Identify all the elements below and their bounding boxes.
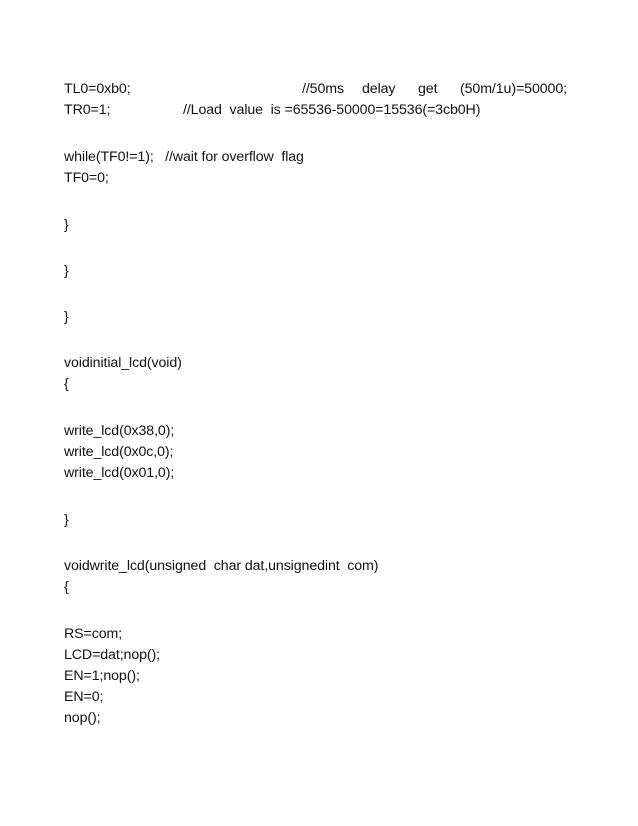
code-statement: TR0=1; (64, 102, 111, 118)
code-line-en1: EN=1;nop(); (64, 668, 140, 684)
code-statement: TL0=0xb0; (64, 81, 131, 97)
code-line-while: while(TF0!=1); //wait for overflow flag (64, 149, 304, 165)
code-comment-calc: (50m/1u)=50000; (460, 81, 567, 97)
code-line-brace-open: { (64, 579, 69, 595)
code-line-rs: RS=com; (64, 626, 123, 642)
code-line-brace-close: } (64, 217, 69, 233)
code-comment-get: get (418, 81, 438, 97)
code-line-lcd: LCD=dat;nop(); (64, 647, 160, 663)
code-line-en0: EN=0; (64, 689, 104, 705)
code-line-nop: nop(); (64, 710, 101, 726)
code-line-write-lcd-0c: write_lcd(0x0c,0); (64, 444, 174, 460)
code-line-write-lcd-01: write_lcd(0x01,0); (64, 465, 175, 481)
code-comment-50ms: //50ms (302, 81, 344, 97)
code-line-write-lcd-38: write_lcd(0x38,0); (64, 423, 175, 439)
code-comment-load: //Load value is =65536-50000=15536(=3cb0H) (183, 102, 481, 118)
code-line-tf0: TF0=0; (64, 170, 109, 186)
code-comment-delay: delay (362, 81, 396, 97)
code-line-brace-close: } (64, 512, 69, 528)
code-line-brace-close: } (64, 263, 69, 279)
code-line-brace-close: } (64, 309, 69, 325)
code-line-brace-open: { (64, 376, 69, 392)
code-line-func-initial-lcd: voidinitial_lcd(void) (64, 355, 182, 371)
code-line-func-write-lcd: voidwrite_lcd(unsigned char dat,unsignedint com) (64, 558, 379, 574)
